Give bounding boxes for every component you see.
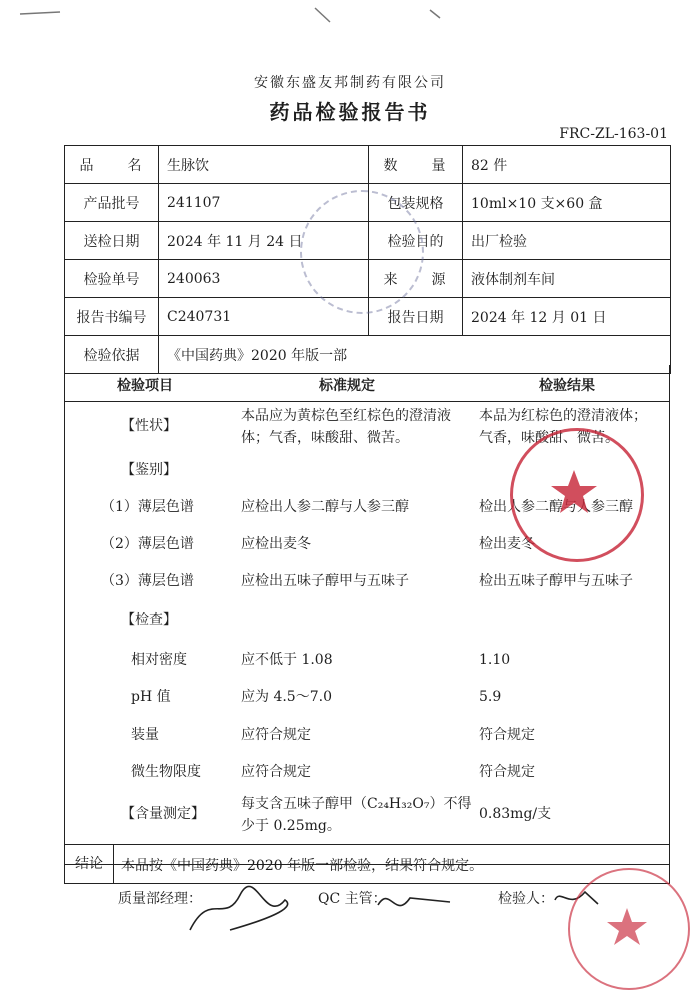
properties-standard: 本品应为黄棕色至红棕色的澄清液体；气香，味酸甜、微苦。 bbox=[241, 408, 451, 446]
id2-result: 检出麦冬 bbox=[479, 536, 535, 552]
test-no-value: 240063 bbox=[159, 260, 369, 298]
col-standard-header: 标准规定 bbox=[319, 378, 375, 394]
purpose-label: 检验目的 bbox=[369, 222, 463, 260]
properties-label: 【性状】 bbox=[121, 418, 177, 434]
qty-label: 数 量 bbox=[369, 146, 463, 184]
id1-item: （1）薄层色谱 bbox=[101, 499, 194, 515]
source-value: 液体制剂车间 bbox=[463, 260, 671, 298]
ph-result: 5.9 bbox=[479, 689, 502, 705]
scan-marks bbox=[0, 0, 700, 30]
id1-result: 检出人参二醇与人参三醇 bbox=[479, 499, 633, 515]
submit-date-label: 送检日期 bbox=[65, 222, 159, 260]
qc-supervisor-label: QC 主管： bbox=[318, 891, 387, 907]
batch-label: 产品批号 bbox=[65, 184, 159, 222]
conclusion-label: 结论 bbox=[65, 845, 114, 883]
density-standard: 应不低于 1.08 bbox=[241, 652, 333, 668]
id3-standard: 应检出五味子醇甲与五味子 bbox=[241, 573, 409, 589]
name-value: 生脉饮 bbox=[159, 146, 369, 184]
approval-stamp bbox=[568, 868, 690, 990]
source-label: 来 源 bbox=[369, 260, 463, 298]
blue-stamp bbox=[300, 190, 424, 314]
star-icon bbox=[510, 428, 638, 556]
purpose-value: 出厂检验 bbox=[463, 222, 671, 260]
fill-item: 装量 bbox=[131, 727, 159, 743]
submit-date-value: 2024 年 11 月 24 日 bbox=[159, 222, 369, 260]
microbe-result: 符合规定 bbox=[479, 764, 535, 780]
id2-item: （2）薄层色谱 bbox=[101, 536, 194, 552]
basis-label: 检验依据 bbox=[65, 336, 159, 374]
col-result-header: 检验结果 bbox=[539, 378, 595, 394]
report-date-value: 2024 年 12 月 01 日 bbox=[463, 298, 671, 336]
microbe-standard: 应符合规定 bbox=[241, 764, 311, 780]
ph-standard: 应为 4.5～7.0 bbox=[241, 689, 332, 705]
col-item-header: 检验项目 bbox=[117, 378, 173, 394]
test-no-label: 检验单号 bbox=[65, 260, 159, 298]
name-label: 品 名 bbox=[65, 146, 159, 184]
id3-result: 检出五味子醇甲与五味子 bbox=[479, 573, 633, 589]
id1-standard: 应检出人参二醇与人参三醇 bbox=[241, 499, 409, 515]
microbe-item: 微生物限度 bbox=[131, 764, 201, 780]
check-label: 【检查】 bbox=[121, 612, 177, 628]
density-result: 1.10 bbox=[479, 652, 511, 668]
fill-result: 符合规定 bbox=[479, 727, 535, 743]
basis-value: 《中国药典》2020 年版一部 bbox=[159, 336, 671, 374]
density-item: 相对密度 bbox=[131, 652, 187, 668]
document-number: FRC-ZL-163-01 bbox=[559, 126, 668, 142]
properties-result: 本品为红棕色的澄清液体；气香，味酸甜、微苦。 bbox=[479, 408, 647, 446]
spec-label: 包装规格 bbox=[369, 184, 463, 222]
qa-manager-label: 质量部经理： bbox=[118, 891, 202, 907]
quality-dept-stamp bbox=[510, 428, 644, 562]
spec-value: 10ml×10 支×60 盒 bbox=[463, 184, 671, 222]
page-title: 药品检验报告书 bbox=[269, 100, 431, 124]
inspector-label: 检验人： bbox=[498, 891, 554, 907]
fill-standard: 应符合规定 bbox=[241, 727, 311, 743]
assay-standard: 每支含五味子醇甲（C₂₄H₃₂O₇）不得少于 0.25mg。 bbox=[241, 796, 472, 834]
assay-result: 0.83mg/支 bbox=[479, 806, 552, 822]
report-no-value: C240731 bbox=[159, 298, 369, 336]
id2-standard: 应检出麦冬 bbox=[241, 536, 311, 552]
assay-label: 【含量测定】 bbox=[121, 806, 205, 822]
star-icon bbox=[568, 868, 686, 986]
batch-value: 241107 bbox=[159, 184, 369, 222]
conclusion-text: 本品按《中国药典》2020 年版一部检验，结果符合规定。 bbox=[121, 858, 484, 874]
results-header bbox=[65, 365, 669, 402]
company-name: 安徽东盛友邦制药有限公司 bbox=[254, 75, 446, 91]
report-no-label: 报告书编号 bbox=[65, 298, 159, 336]
report-date-label: 报告日期 bbox=[369, 298, 463, 336]
qty-value: 82 件 bbox=[463, 146, 671, 184]
id3-item: （3）薄层色谱 bbox=[101, 573, 194, 589]
ph-item: pH 值 bbox=[131, 689, 171, 705]
identification-label: 【鉴别】 bbox=[121, 462, 177, 478]
